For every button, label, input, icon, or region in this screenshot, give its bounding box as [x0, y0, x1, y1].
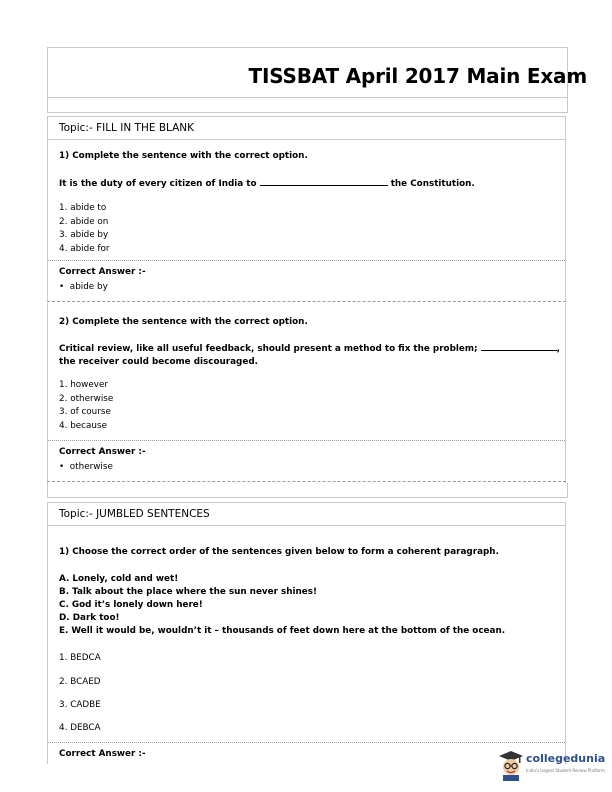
separator [47, 481, 566, 482]
answer-item: • otherwise [59, 462, 113, 472]
answer-block-2 [48, 440, 565, 480]
option-item: 3. of course [59, 407, 111, 417]
blank-line [260, 185, 388, 186]
sentence-item: B. Talk about the place where the sun never shines! [59, 587, 317, 597]
page-title: TISSBAT April 2017 Main Exam [248, 64, 587, 88]
topic-label: Topic:- FILL IN THE BLANK [48, 117, 565, 140]
option-item: 1. abide to [59, 203, 107, 213]
question-text [59, 343, 560, 356]
question-3 [48, 526, 565, 742]
question-text-before: It is the duty of every citizen of India to [59, 179, 257, 189]
option-item: 1. BEDCA [59, 653, 101, 663]
question-text-line2: the receiver could become discouraged. [59, 357, 258, 367]
sentence-list [59, 573, 505, 638]
question-2-container [47, 303, 566, 483]
header-spacer [47, 97, 568, 113]
section-spacer [47, 483, 568, 498]
answer-label: Correct Answer :- [59, 267, 146, 277]
collegedunia-logo [498, 747, 608, 787]
question-1 [48, 140, 565, 260]
sentence-item: E. Well it would be, wouldn’t it – thousands of feet down here at the bottom of the ocean. [59, 626, 506, 636]
separator [47, 301, 566, 302]
option-item: 2. BCAED [59, 677, 101, 687]
question-text [59, 178, 475, 191]
logo-tagline: India's largest Student Review Platform [526, 768, 605, 773]
option-item: 3. abide by [59, 230, 109, 240]
option-item: 2. otherwise [59, 393, 114, 404]
option-item: 2. abide on [59, 216, 109, 227]
sentence-item: A. Lonely, cold and wet! [59, 574, 179, 584]
answer-block-3 [48, 742, 565, 766]
question-heading: 2) Complete the sentence with the correct option. [59, 317, 308, 327]
logo-text: collegedunia [526, 752, 606, 765]
graduate-mascot-icon [498, 749, 524, 781]
question-text-end: , [556, 344, 560, 354]
topic-label: Topic:- JUMBLED SENTENCES [48, 503, 565, 526]
options-list [59, 202, 110, 256]
option-item: 3. CADBE [59, 700, 101, 710]
answer-label: Correct Answer :- [59, 447, 146, 457]
sentence-item: D. Dark too! [59, 613, 120, 623]
section-fill-in-the-blank [47, 116, 566, 301]
answer-value: otherwise [69, 462, 113, 472]
question-2 [48, 303, 565, 440]
options-list [59, 379, 113, 433]
option-item: 1. however [59, 380, 108, 390]
option-item: 4. abide for [59, 243, 110, 254]
answer-item: • abide by [59, 282, 108, 292]
answer-label: Correct Answer :- [59, 749, 146, 759]
option-item: 4. because [59, 420, 107, 431]
answer-block-1 [48, 260, 565, 300]
section-jumbled-sentences [47, 502, 566, 764]
question-heading: 1) Choose the correct order of the sentences given below to form a coherent paragraph. [59, 547, 499, 557]
answer-value: abide by [69, 282, 108, 292]
blank-line [481, 350, 557, 351]
question-heading: 1) Complete the sentence with the correct option. [59, 151, 308, 161]
option-item: 4. DEBCA [59, 723, 101, 733]
question-text-line1: Critical review, like all useful feedback, should present a method to fix the problem; [59, 344, 478, 354]
question-text-after: the Constitution. [390, 179, 475, 189]
sentence-item: C. God it’s lonely down here! [59, 600, 203, 610]
